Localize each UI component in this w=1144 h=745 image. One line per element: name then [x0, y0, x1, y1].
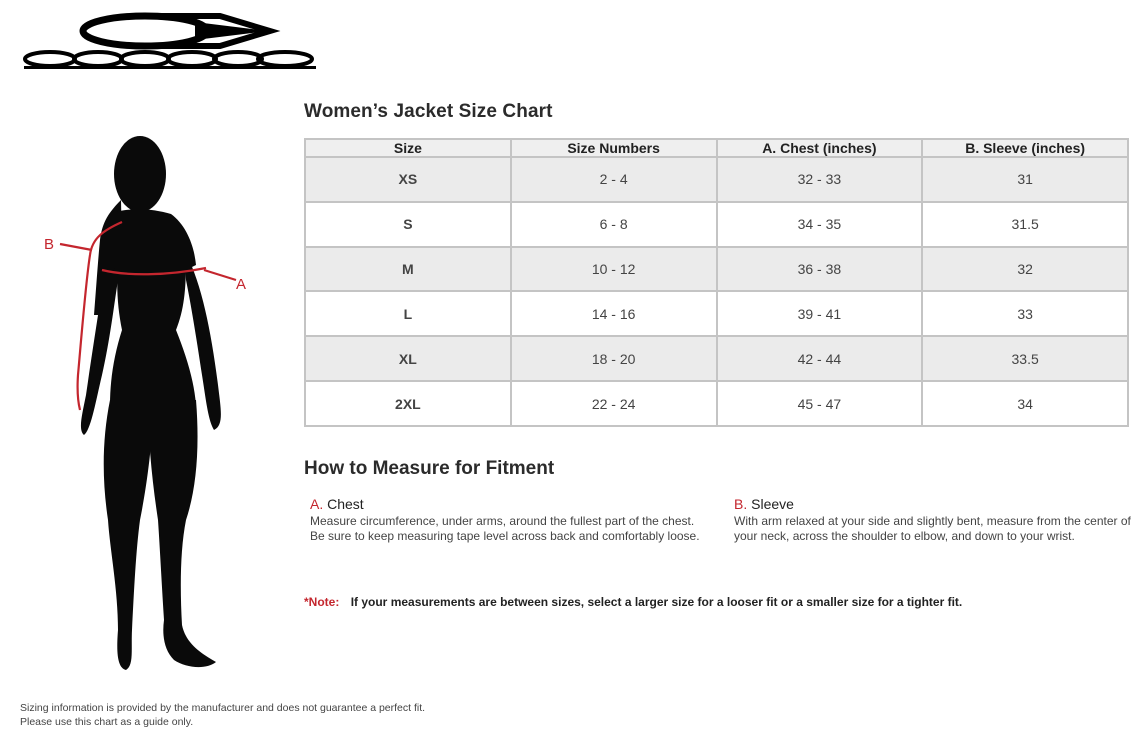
cell-sleeve: 31	[922, 157, 1128, 202]
size-chart-table	[304, 138, 1129, 427]
cell-size-numbers: 6 - 8	[511, 202, 717, 247]
cell-chest: 36 - 38	[717, 247, 923, 292]
cell-chest: 42 - 44	[717, 336, 923, 381]
table-row	[305, 202, 1128, 247]
table-header-row	[305, 139, 1128, 157]
chest-letter: A.	[310, 496, 324, 512]
cell-size-numbers: 22 - 24	[511, 381, 717, 426]
cell-sleeve: 32	[922, 247, 1128, 292]
header-sleeve: B. Sleeve (inches)	[922, 139, 1128, 157]
cell-size-numbers: 18 - 20	[511, 336, 717, 381]
figure-label-b: B	[44, 236, 55, 253]
disclaimer-line-1: Sizing information is provided by the manufacturer and does not guarantee a perfect fit.	[20, 702, 426, 714]
header-size-numbers: Size Numbers	[511, 139, 717, 157]
cell-size-numbers: 2 - 4	[511, 157, 717, 202]
table-row	[305, 157, 1128, 202]
cell-size: M	[305, 247, 511, 292]
note-text: If your measurements are between sizes, select a larger size for a looser fit or a smaller size for a tighter fit.	[350, 595, 963, 609]
header-size: Size	[305, 139, 511, 157]
note-label: *Note:	[304, 595, 340, 609]
measurement-figure	[36, 130, 266, 675]
sleeve-name: Sleeve	[751, 496, 794, 512]
cell-sleeve: 33.5	[922, 336, 1128, 381]
table-row	[305, 381, 1128, 426]
sleeve-text: With arm relaxed at your side and slightly bent, measure from the center of your neck, across the shoulder to elbow, and down to your wrist.	[734, 514, 1131, 543]
cell-chest: 39 - 41	[717, 291, 923, 336]
cell-size: XL	[305, 336, 511, 381]
figure-label-a: A	[236, 276, 247, 293]
chest-name: Chest	[327, 496, 364, 512]
cell-size: 2XL	[305, 381, 511, 426]
cell-size-numbers: 10 - 12	[511, 247, 717, 292]
cell-size: S	[305, 202, 511, 247]
chest-text: Measure circumference, under arms, around the fullest part of the chest. Be sure to keep measuring tape level across back and comfortably loose.	[310, 514, 700, 543]
cell-size: L	[305, 291, 511, 336]
cell-chest: 45 - 47	[717, 381, 923, 426]
arctiva-logo	[20, 10, 320, 72]
sleeve-instructions	[734, 497, 1134, 544]
chart-title: Women’s Jacket Size Chart	[304, 101, 553, 122]
cell-chest: 32 - 33	[717, 157, 923, 202]
disclaimer-line-2: Please use this chart as a guide only.	[20, 716, 194, 728]
fit-note	[304, 595, 962, 609]
chest-instructions	[310, 497, 710, 544]
cell-size: XS	[305, 157, 511, 202]
cell-size-numbers: 14 - 16	[511, 291, 717, 336]
cell-sleeve: 34	[922, 381, 1128, 426]
cell-chest: 34 - 35	[717, 202, 923, 247]
header-chest: A. Chest (inches)	[717, 139, 923, 157]
sleeve-letter: B.	[734, 496, 748, 512]
table-row	[305, 291, 1128, 336]
cell-sleeve: 33	[922, 291, 1128, 336]
sleeve-heading	[734, 497, 1134, 512]
table-row	[305, 247, 1128, 292]
measure-title: How to Measure for Fitment	[304, 458, 555, 479]
table-row	[305, 336, 1128, 381]
chest-heading	[310, 497, 710, 512]
disclaimer	[20, 701, 425, 729]
cell-sleeve: 31.5	[922, 202, 1128, 247]
